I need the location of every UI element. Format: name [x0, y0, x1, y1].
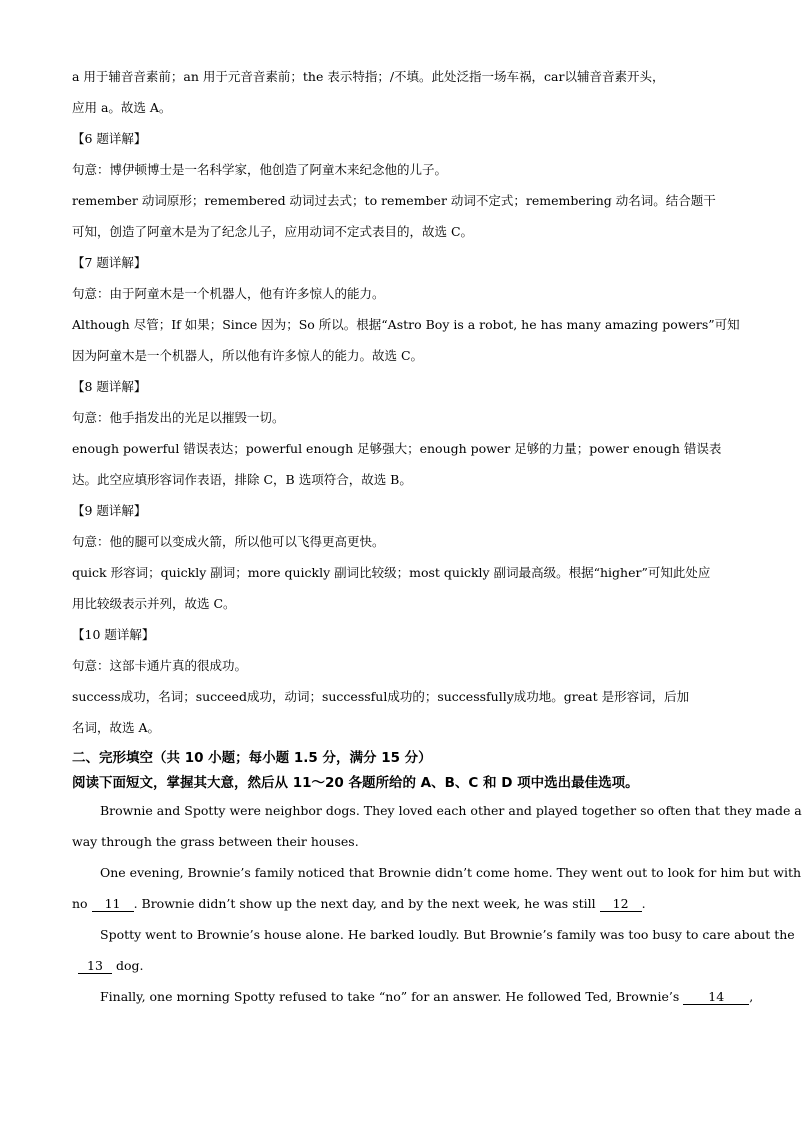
text-line: 句意：他的腿可以变成火箭，所以他可以飞得更高更快。 — [72, 534, 385, 549]
text-line: 用比较级表示并列，故选 C。 — [72, 596, 236, 611]
question-heading: 【8 题详解】 — [72, 379, 147, 394]
text-line: 达。此空应填形容词作表语，排除 C，B 选项符合，故选 B。 — [72, 472, 412, 487]
text-line: 名词，故选 A。 — [72, 720, 161, 735]
text-line: 因为阿童木是一个机器人，所以他有许多惊人的能力。故选 C。 — [72, 348, 424, 363]
text-line: 可知，创造了阿童木是为了纪念儿子，应用动词不定式表目的，故选 C。 — [72, 224, 474, 239]
passage-text: Finally, one morning Spotty refused to take “no” for an answer. He followed Ted, Brownie’s — [100, 989, 684, 1004]
passage-line: Spotty went to Brownie’s house alone. He barked loudly. But Brownie’s family was too busy to care about the — [100, 927, 795, 942]
question-heading: 【9 题详解】 — [72, 503, 147, 518]
passage-line — [100, 988, 754, 1006]
passage-line — [72, 957, 724, 975]
question-heading: 【7 题详解】 — [72, 255, 147, 270]
passage-line: Brownie and Spotty were neighbor dogs. They loved each other and played together so often that they made a — [100, 803, 802, 818]
question-heading: 【6 题详解】 — [72, 131, 147, 146]
section-instruction: 阅读下面短文，掌握其大意，然后从 11～20 各题所给的 A、B、C 和 D 项中选出最佳选项。 — [72, 775, 639, 791]
passage-line: One evening, Brownie’s family noticed that Brownie didn’t come home. They went out to look for him but with — [100, 865, 802, 880]
text-line: 句意：这部卡通片真的很成功。 — [72, 658, 248, 673]
section-title: 二、完形填空（共 10 小题；每小题 1.5 分，满分 15 分） — [72, 750, 432, 766]
text-line: success成功，名词；succeed成功，动词；successful成功的；successfully成功地。great 是形容词，后加 — [72, 689, 690, 704]
blank-14: 14 — [683, 990, 749, 1005]
passage-text: dog. — [112, 958, 144, 973]
text-line: quick 形容词；quickly 副词；more quickly 副词比较级；most quickly 副词最高级。根据“higher”可知此处应 — [72, 565, 711, 580]
text-line: enough powerful 错误表达；powerful enough 足够强大；enough power 足够的力量；power enough 错误表 — [72, 441, 722, 456]
text-line: Although 尽管；If 如果；Since 因为；So 所以。根据“Astro Boy is a robot, he has many amazing powers”可知 — [72, 317, 740, 332]
text-line: 应用 a。故选 A。 — [72, 100, 172, 115]
passage-text: . — [641, 896, 646, 911]
passage-text: no — [72, 896, 92, 911]
passage-line — [72, 895, 724, 913]
text-line: 句意：由于阿童木是一个机器人，他有许多惊人的能力。 — [72, 286, 385, 301]
text-line: 句意：博伊顿博士是一名科学家，他创造了阿童木来纪念他的儿子。 — [72, 162, 448, 177]
passage-text: , — [749, 989, 754, 1004]
passage-line: way through the grass between their houses. — [72, 834, 359, 849]
passage-text: . Brownie didn’t show up the next day, and by the next week, he was still — [133, 896, 600, 911]
text-line: a 用于辅音音素前；an 用于元音音素前；the 表示特指；/不填。此处泛指一场车祸，car以辅音音素开头， — [72, 69, 665, 84]
text-line: remember 动词原形；remembered 动词过去式；to remember 动词不定式；remembering 动名词。结合题干 — [72, 193, 716, 208]
blank-11: 11 — [92, 897, 134, 912]
question-heading: 【10 题详解】 — [72, 627, 155, 642]
blank-12: 12 — [600, 897, 642, 912]
blank-13: 13 — [78, 959, 112, 974]
text-line: 句意：他手指发出的光足以摧毁一切。 — [72, 410, 285, 425]
